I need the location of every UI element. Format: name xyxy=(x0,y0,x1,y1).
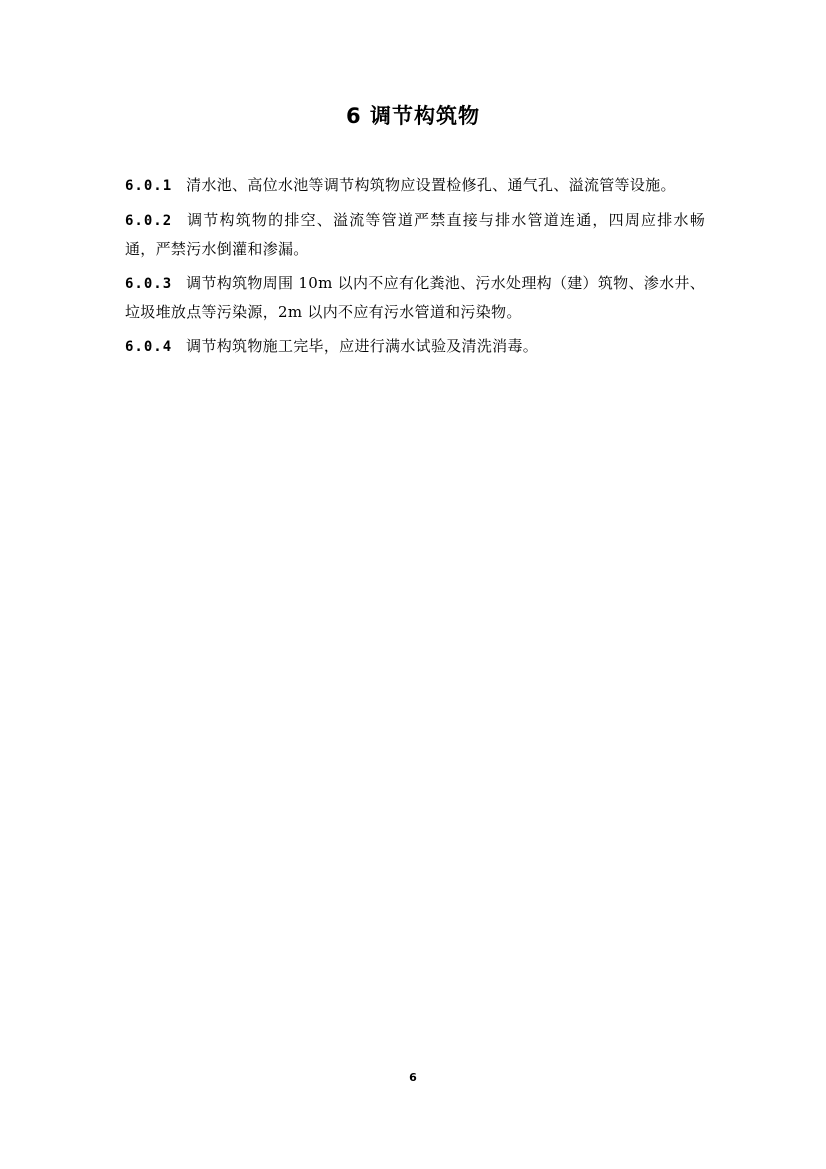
clause-6-0-2 xyxy=(125,206,705,263)
clause-number: 6.0.1 xyxy=(125,178,173,194)
clause-6-0-1 xyxy=(125,171,705,200)
clause-6-0-3 xyxy=(125,269,705,326)
clause-number: 6.0.4 xyxy=(125,339,173,355)
clause-text: 调节构筑物施工完毕，应进行满水试验及清洗消毒。 xyxy=(186,337,539,355)
clause-text: 调节构筑物的排空、溢流等管道严禁直接与排水管道连通，四周应排水畅通，严禁污水倒灌和渗漏。 xyxy=(125,211,705,258)
clause-6-0-4 xyxy=(125,332,705,361)
clause-text: 清水池、高位水池等调节构筑物应设置检修孔、通气孔、溢流管等设施。 xyxy=(186,176,676,194)
clause-number: 6.0.2 xyxy=(125,213,173,229)
clause-number: 6.0.3 xyxy=(125,276,173,292)
clause-text: 调节构筑物周围 10m 以内不应有化粪池、污水处理构（建）筑物、渗水井、垃圾堆放点等污染源，2m 以内不应有污水管道和污染物。 xyxy=(125,274,705,321)
clause-list xyxy=(125,171,705,367)
page-title: 6 调节构筑物 xyxy=(346,104,480,128)
page-number: 6 xyxy=(409,1071,417,1084)
